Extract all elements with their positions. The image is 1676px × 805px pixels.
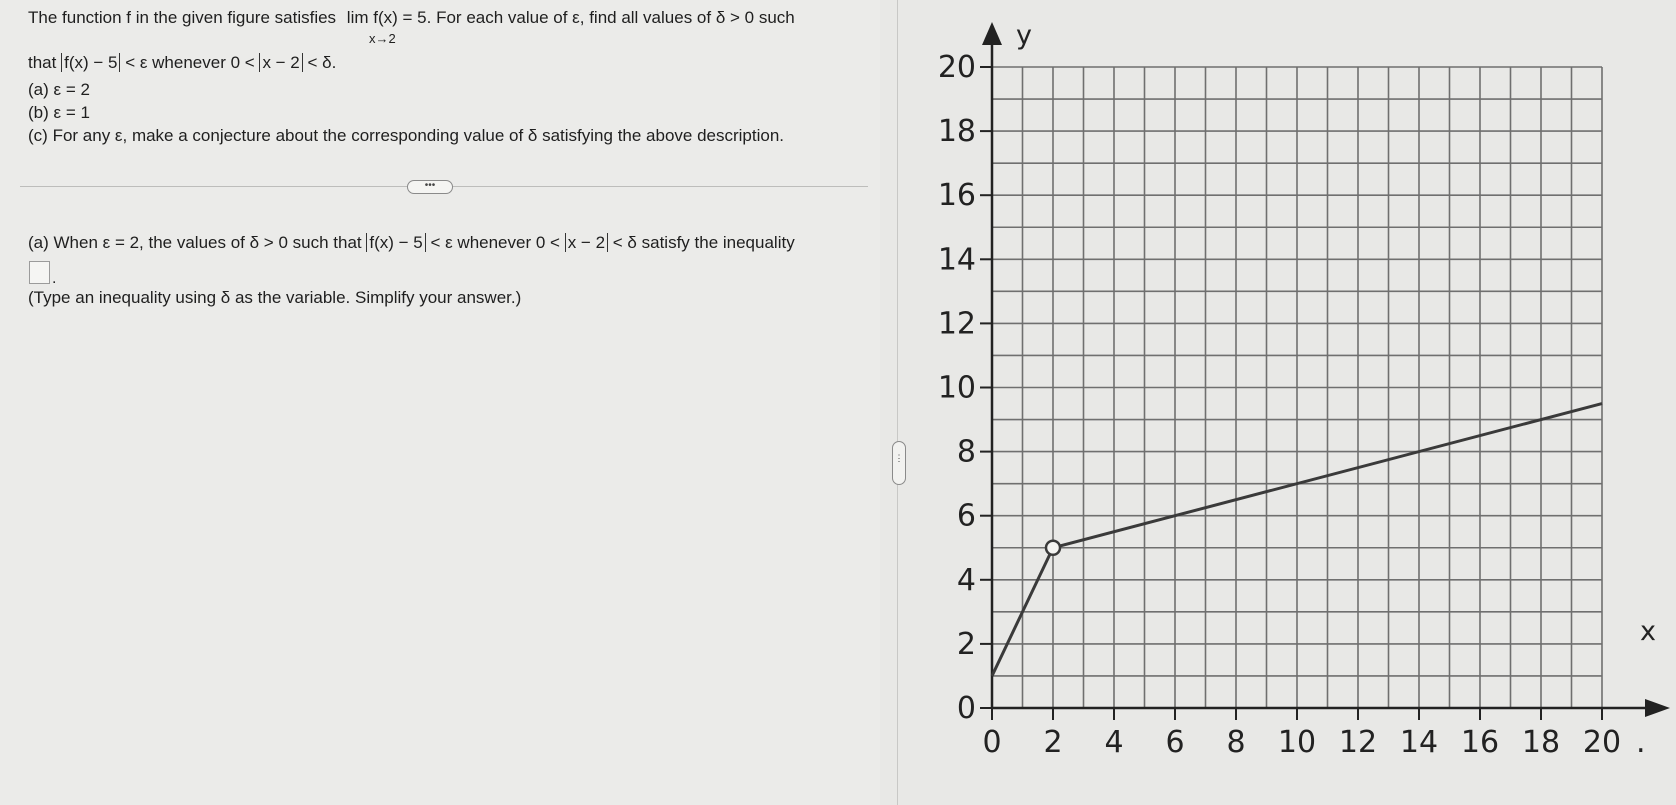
x-tick-label: 14 bbox=[1399, 725, 1439, 760]
part-c-text: For any ε, make a conjecture about the corresponding value of δ satisfying the above description. bbox=[52, 126, 785, 145]
y-tick-label: 8 bbox=[956, 434, 976, 470]
y-tick-label: 14 bbox=[937, 242, 976, 278]
lim-subscript: x→2 bbox=[369, 31, 396, 46]
lim-word: lim bbox=[346, 8, 369, 27]
y-tick-label: 18 bbox=[937, 114, 976, 150]
y-tick-label: 20 bbox=[937, 50, 976, 85]
question-intro bbox=[28, 8, 795, 28]
answer-box-suffix: . bbox=[52, 270, 57, 287]
answer-input-box[interactable] bbox=[29, 261, 50, 284]
tick-labels bbox=[938, 50, 1621, 760]
y-tick-label: 6 bbox=[956, 498, 976, 534]
y-tick-label: 10 bbox=[937, 370, 976, 406]
expand-more-button[interactable]: ••• bbox=[407, 180, 453, 194]
y-axis-arrow bbox=[982, 22, 1002, 45]
lim-func: f(x) = 5. bbox=[373, 8, 432, 27]
answer-abs-fx: f(x) − 5 bbox=[366, 233, 425, 252]
that-post: < δ. bbox=[307, 53, 337, 72]
x-tick-label: 0 bbox=[982, 725, 1002, 760]
grid-lines bbox=[992, 67, 1602, 708]
part-c-label: (c) bbox=[28, 126, 48, 145]
answer-text-pre: When ε = 2, the values of δ > 0 such that bbox=[53, 233, 362, 252]
part-a-text: ε = 2 bbox=[53, 80, 90, 99]
y-tick-label: 4 bbox=[956, 562, 976, 598]
part-a-label: (a) bbox=[28, 80, 49, 99]
abs-fx: f(x) − 5 bbox=[61, 53, 120, 72]
part-c bbox=[28, 126, 784, 146]
y-tick-label: 12 bbox=[937, 306, 976, 342]
x-tick-label: 6 bbox=[1165, 725, 1185, 760]
answer-abs-x: x − 2 bbox=[565, 233, 608, 252]
part-b bbox=[28, 103, 90, 123]
y-tick-label: 16 bbox=[937, 178, 976, 214]
y-tick-label: 0 bbox=[956, 691, 976, 726]
x-axis-arrow bbox=[1645, 699, 1670, 717]
question-condition bbox=[28, 53, 336, 73]
x-tick-label: 16 bbox=[1460, 725, 1500, 760]
x-tick-label: 2 bbox=[1043, 725, 1063, 760]
part-b-text: ε = 1 bbox=[53, 103, 90, 122]
abs-x: x − 2 bbox=[259, 53, 302, 72]
open-circle-point bbox=[1046, 541, 1060, 555]
answer-text-mid: < ε whenever 0 < bbox=[430, 233, 560, 252]
x-tick-label: 12 bbox=[1338, 725, 1378, 760]
answer-label: (a) bbox=[28, 233, 49, 252]
intro-post: For each value of ε, find all values of δ > 0 such bbox=[436, 8, 795, 27]
function-graph bbox=[880, 0, 1676, 805]
part-b-label: (b) bbox=[28, 103, 49, 122]
part-a bbox=[28, 80, 90, 100]
intro-pre: The function f in the given figure satisfies bbox=[28, 8, 337, 27]
x-tick-label: 20 bbox=[1582, 725, 1622, 760]
answer-prompt bbox=[28, 233, 795, 253]
answer-text-post: < δ satisfy the inequality bbox=[612, 233, 795, 252]
x-tick-label: 10 bbox=[1277, 725, 1317, 760]
x-tick-label: 4 bbox=[1104, 725, 1124, 760]
axis-ticks bbox=[980, 67, 1602, 720]
x-tick-label: 18 bbox=[1521, 725, 1561, 760]
pane-resize-handle[interactable]: ⋮ bbox=[892, 441, 906, 485]
x-axis-suffix: . bbox=[1636, 725, 1646, 760]
y-tick-label: 2 bbox=[956, 626, 976, 662]
y-axis-label: y bbox=[1016, 20, 1032, 51]
that-pre: that bbox=[28, 53, 57, 72]
answer-hint: (Type an inequality using δ as the variable. Simplify your answer.) bbox=[28, 288, 522, 307]
x-axis-label: x bbox=[1640, 616, 1656, 647]
x-tick-label: 8 bbox=[1226, 725, 1246, 760]
axes bbox=[982, 22, 1670, 717]
that-mid: < ε whenever 0 < bbox=[125, 53, 255, 72]
